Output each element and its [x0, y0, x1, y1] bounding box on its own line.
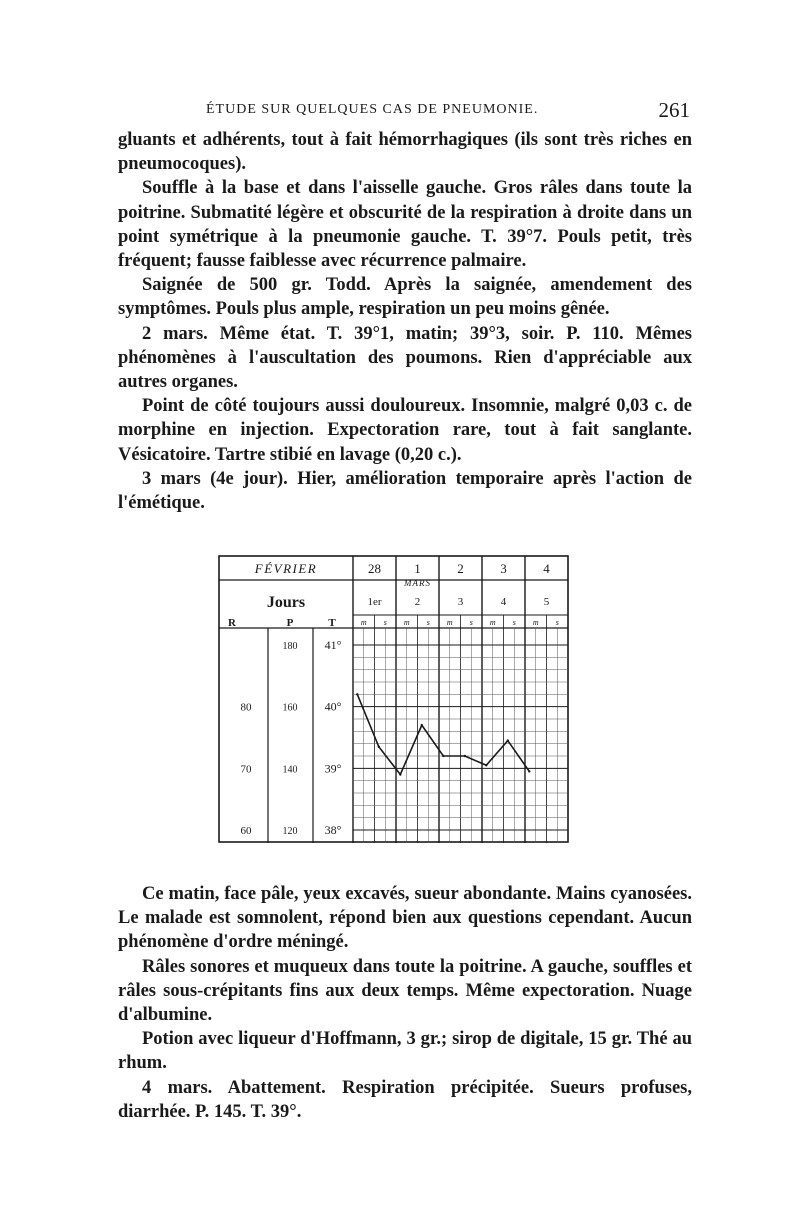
half-day-label: m — [446, 618, 453, 627]
half-day-label: s — [555, 618, 559, 627]
half-day-label: s — [426, 618, 430, 627]
t-tick-label: 40° — [324, 699, 342, 714]
temperature-chart — [218, 555, 570, 845]
half-day-label: m — [403, 618, 410, 627]
half-day-label: m — [489, 618, 496, 627]
date-label: 1 — [414, 561, 421, 576]
half-day-label: s — [469, 618, 473, 627]
t-tick-label: 41° — [324, 638, 342, 652]
half-day-label: s — [383, 618, 387, 627]
column-header-r: R — [228, 617, 236, 629]
r-tick-label: 60 — [240, 825, 252, 837]
column-header-t: T — [328, 617, 336, 629]
t-tick-label: 38° — [324, 823, 342, 837]
date-label: 2 — [457, 561, 464, 576]
half-day-label: m — [532, 618, 539, 627]
column-header-p: P — [286, 617, 294, 629]
temperature-point — [507, 739, 509, 741]
date-label: 4 — [543, 561, 550, 576]
day-number-label: 5 — [543, 596, 550, 608]
body-text-bottom — [118, 882, 692, 1124]
paragraph: Souffle à la base et dans l'aisselle gauche. Gros râles dans toute la poitrine. Submatité légère et obscurité de la respiration à droite dans un point symétrique à la pneumonie gauche. T. 39°7. Pouls petit, très fréquent; fausse faiblesse avec récurrence palmaire. — [118, 178, 692, 272]
paragraph: gluants et adhérents, tout à fait hémorrhagiques (ils sont très riches en pneumocoques). — [118, 130, 692, 175]
page-header — [120, 98, 690, 128]
temperature-point — [378, 746, 380, 748]
day-number-label: 2 — [414, 596, 421, 608]
date-label: 28 — [368, 561, 381, 576]
paragraph: 3 mars (4e jour). Hier, amélioration temporaire après l'action de l'émétique. — [118, 468, 692, 514]
p-tick-label: 180 — [282, 641, 298, 652]
body-text-top — [118, 128, 692, 515]
days-label: Jours — [266, 594, 306, 611]
paragraph: 2 mars. Même état. T. 39°1, matin; 39°3, soir. P. 110. Mêmes phénomènes à l'auscultation des poumons. Rien d'appréciable aux autres organes. — [118, 323, 692, 393]
month-label-february: FÉVRIER — [254, 561, 318, 576]
date-label: 3 — [500, 561, 507, 576]
half-day-label: m — [360, 618, 367, 627]
paragraph: Saignée de 500 gr. Todd. Après la saignée, amendement des symptômes. Pouls plus ample, respiration un peu moins gênée. — [118, 275, 692, 320]
temperature-chart-svg — [218, 555, 570, 845]
r-tick-label: 80 — [240, 701, 252, 714]
paragraph: 4 mars. Abattement. Respiration précipitée. Sueurs profuses, diarrhée. P. 145. T. 39°. — [118, 1077, 692, 1122]
month-label-march: MARS — [404, 578, 431, 588]
paragraph: Potion avec liqueur d'Hoffmann, 3 gr.; sirop de digitale, 15 gr. Thé au rhum. — [118, 1029, 692, 1074]
temperature-point — [421, 724, 423, 726]
r-tick-label: 70 — [240, 763, 252, 776]
p-tick-label: 160 — [282, 702, 298, 714]
temperature-point — [528, 770, 530, 772]
temperature-point — [464, 755, 466, 757]
temperature-point — [485, 764, 487, 766]
page-number: 261 — [658, 98, 690, 122]
paragraph: Râles sonores et muqueux dans toute la poitrine. A gauche, souffles et râles sous-crépitants fins aux deux temps. Même expectoration. Nuage d'albumine. — [118, 956, 692, 1026]
p-tick-label: 140 — [282, 764, 298, 776]
temperature-point — [399, 773, 401, 775]
half-day-label: s — [512, 618, 516, 627]
t-tick-label: 39° — [324, 761, 342, 776]
day-number-label: 1er — [367, 596, 382, 608]
paragraph: Point de côté toujours aussi douloureux. Insomnie, malgré 0,03 c. de morphine en injection. Expectoration rare, tout à fait sanglante. Vésicatoire. Tartre stibié en lavage (0,20 c.). — [118, 396, 692, 465]
paragraph: Ce matin, face pâle, yeux excavés, sueur abondante. Mains cyanosées. Le malade est somnolent, répond bien aux questions cependant. Aucun phénomène d'ordre méningé. — [118, 884, 692, 953]
temperature-point — [356, 693, 358, 695]
running-title: ÉTUDE SUR QUELQUES CAS DE PNEUMONIE. — [206, 102, 539, 117]
day-number-label: 4 — [500, 596, 507, 608]
p-tick-label: 120 — [282, 826, 298, 837]
temperature-point — [442, 755, 444, 757]
day-number-label: 3 — [457, 596, 464, 608]
